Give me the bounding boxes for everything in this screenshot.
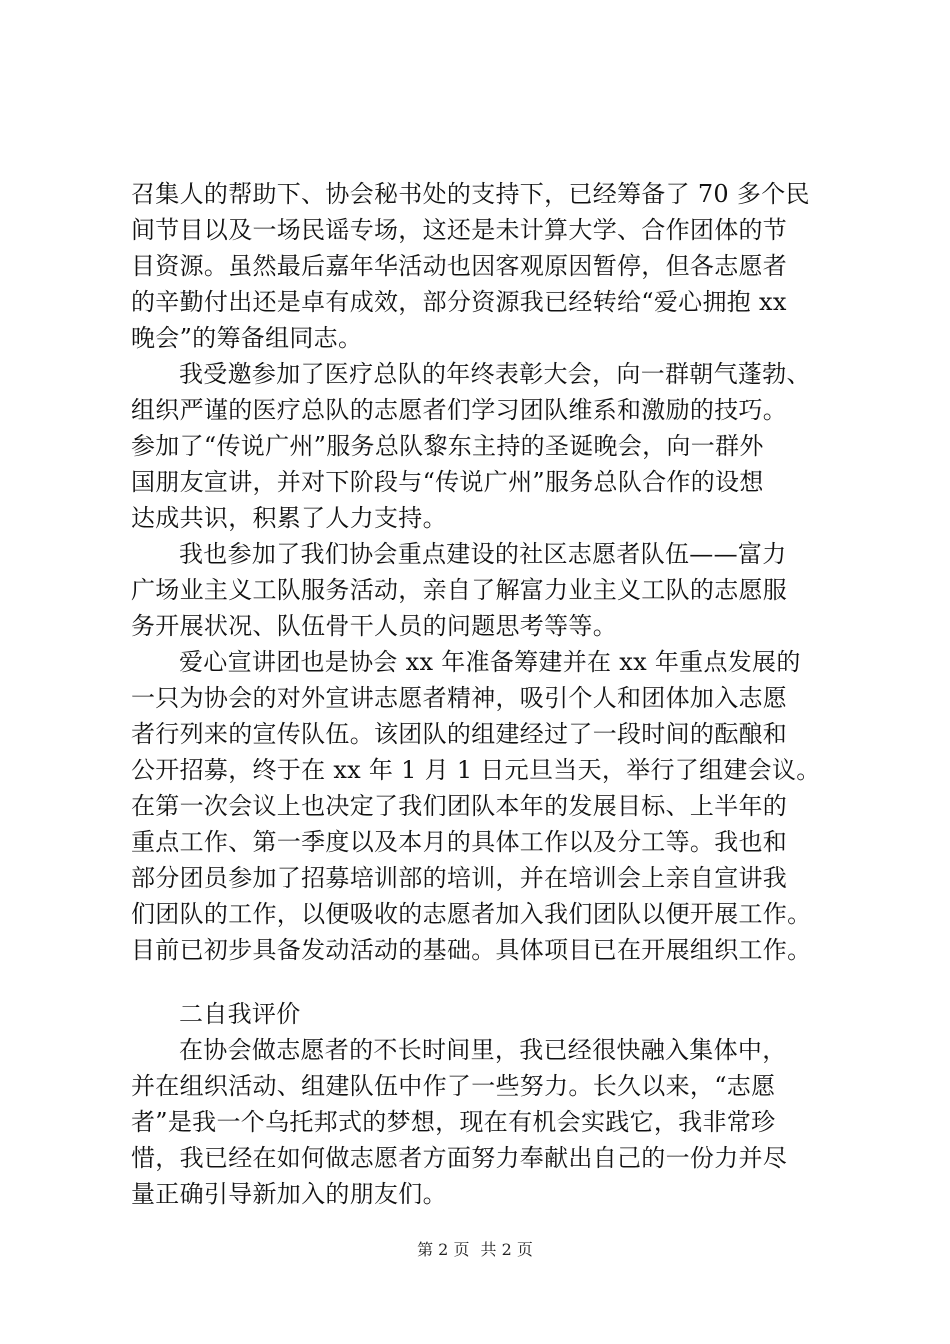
section-spacer bbox=[131, 968, 851, 996]
document-body bbox=[131, 176, 851, 1212]
paragraph-4 bbox=[131, 644, 851, 968]
text-line: 一只为协会的对外宣讲志愿者精神，吸引个人和团体加入志愿 bbox=[131, 684, 788, 712]
text-line: 在协会做志愿者的不长时间里，我已经很快融入集体中， bbox=[179, 1036, 787, 1064]
text-line: 惜，我已经在如何做志愿者方面努力奉献出自己的一份力并尽 bbox=[131, 1144, 788, 1172]
paragraph-1 bbox=[131, 176, 851, 356]
text-line: 量正确引导新加入的朋友们。 bbox=[131, 1180, 447, 1208]
page-total: 共 2 页 bbox=[480, 1240, 533, 1259]
text-line: 们团队的工作，以便吸收的志愿者加入我们团队以便开展工作。 bbox=[131, 900, 812, 928]
page-number: 第 2 页 bbox=[417, 1240, 470, 1259]
text-line: 爱心宣讲团也是协会 xx 年准备筹建并在 xx 年重点发展的 bbox=[179, 648, 801, 676]
text-line: 国朋友宣讲，并对下阶段与“传说广州”服务总队合作的设想 bbox=[131, 468, 764, 496]
text-line: 部分团员参加了招募培训部的培训，并在培训会上亲自宣讲我 bbox=[131, 864, 788, 892]
text-line: 间节目以及一场民谣专场，这还是未计算大学、合作团体的节 bbox=[131, 216, 788, 244]
text-line: 重点工作、第一季度以及本月的具体工作以及分工等。我也和 bbox=[131, 828, 788, 856]
text-line: 的辛勤付出还是卓有成效，部分资源我已经转给“爱心拥抱 xx bbox=[131, 288, 787, 316]
text-line: 组织严谨的医疗总队的志愿者们学习团队维系和激励的技巧。 bbox=[131, 396, 788, 424]
text-line: 召集人的帮助下、协会秘书处的支持下，已经筹备了 70 多个民 bbox=[131, 180, 810, 208]
page-footer bbox=[0, 1240, 950, 1260]
paragraph-3 bbox=[131, 536, 851, 644]
text-line: 者行列来的宣传队伍。该团队的组建经过了一段时间的酝酿和 bbox=[131, 720, 788, 748]
text-line: 我也参加了我们协会重点建设的社区志愿者队伍——富力 bbox=[179, 540, 787, 568]
text-line: 目资源。虽然最后嘉年华活动也因客观原因暂停，但各志愿者 bbox=[131, 252, 788, 280]
text-line: 达成共识，积累了人力支持。 bbox=[131, 504, 447, 532]
paragraph-2 bbox=[131, 356, 851, 536]
section-heading: 二自我评价 bbox=[179, 1000, 301, 1028]
text-line: 务开展状况、队伍骨干人员的问题思考等等。 bbox=[131, 612, 617, 640]
text-line: 广场业主义工队服务活动，亲自了解富力业主义工队的志愿服 bbox=[131, 576, 788, 604]
text-line: 我受邀参加了医疗总队的年终表彰大会，向一群朝气蓬勃、 bbox=[179, 360, 811, 388]
text-line: 目前已初步具备发动活动的基础。具体项目已在开展组织工作。 bbox=[131, 936, 812, 964]
text-line: 在第一次会议上也决定了我们团队本年的发展目标、上半年的 bbox=[131, 792, 788, 820]
text-line: 晚会”的筹备组同志。 bbox=[131, 324, 363, 352]
text-line: 者”是我一个乌托邦式的梦想，现在有机会实践它，我非常珍 bbox=[131, 1108, 776, 1136]
text-line: 公开招募，终于在 xx 年 1 月 1 日元旦当天，举行了组建会议。 bbox=[131, 756, 821, 784]
text-line: 参加了“传说广州”服务总队黎东主持的圣诞晚会，向一群外 bbox=[131, 432, 764, 460]
paragraph-5 bbox=[131, 1032, 851, 1212]
text-line: 并在组织活动、组建队伍中作了一些努力。长久以来，“志愿 bbox=[131, 1072, 776, 1100]
